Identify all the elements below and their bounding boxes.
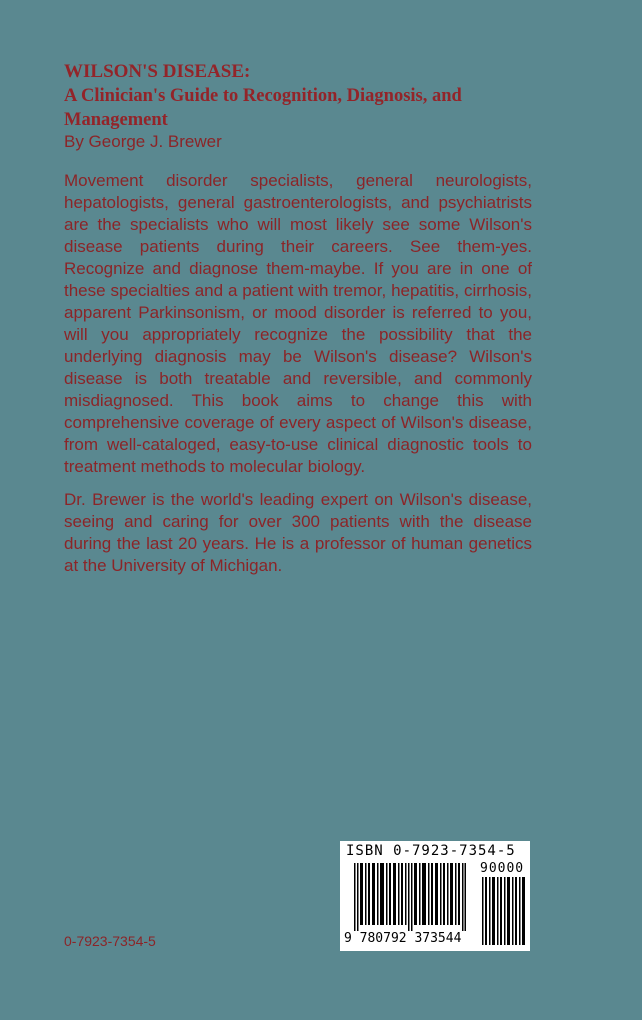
barcode-digits: 9 780792 373544 — [344, 931, 462, 946]
barcode — [340, 841, 530, 951]
barcode-addon-bars-icon — [482, 877, 526, 945]
isbn-bottom: 0-7923-7354-5 — [64, 933, 156, 949]
book-title: WILSON'S DISEASE: — [64, 61, 251, 82]
book-subtitle: A Clinician's Guide to Recognition, Diagnosis, and Management — [64, 86, 462, 130]
barcode-bars-icon — [354, 863, 466, 931]
barcode-addon-number: 90000 — [480, 861, 525, 876]
description-paragraph-2: Dr. Brewer is the world's leading expert on Wilson's disease, seeing and caring for over 300 patients with the disease during the last 20 years. He is a professor of human genetics at the University of Michigan. — [64, 490, 532, 575]
book-author: By George J. Brewer — [64, 132, 222, 151]
description-paragraph-1: Movement disorder specialists, general neurologists, hepatologists, general gastroenterologists, and psychiatrists are the specialists who will most likely see some Wilson's disease patients during their careers. See them-yes. Recognize and diagnose them-maybe. If you are in one of these specialties and a patient with tremor, hepatitis, cirrhosis, apparent Parkinsonism, or mood disorder is referred to you, will you appropriately recognize the possibility that the underlying diagnosis may be Wilson's disease? Wilson's disease is both treatable and reversible, and commonly misdiagnosed. This book aims to change this with comprehensive coverage of every aspect of Wilson's disease, from well-cataloged, easy-to-use clinical diagnostic tools to treatment methods to molecular biology. — [64, 171, 532, 476]
barcode-isbn-label: ISBN 0-7923-7354-5 — [346, 843, 516, 859]
